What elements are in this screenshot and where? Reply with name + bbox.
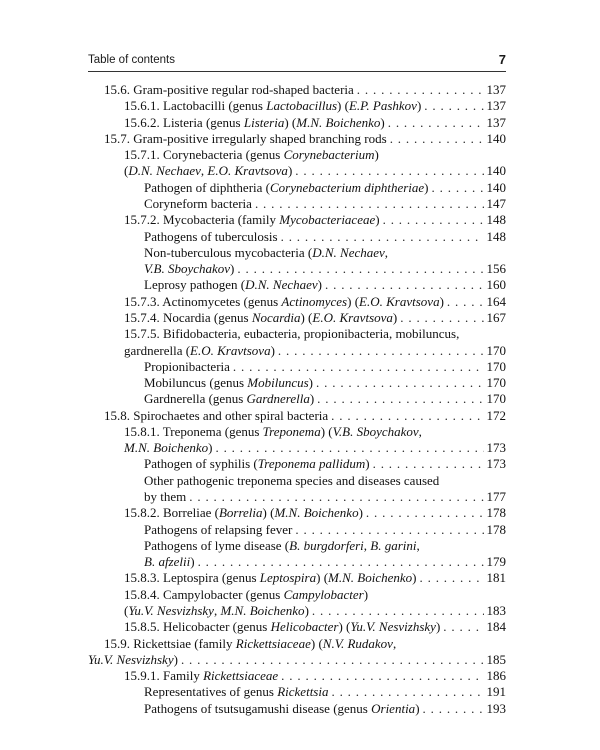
toc-entry-title: 15.7.2. Mycobacteria (family Mycobacteriaceae) bbox=[124, 212, 380, 228]
toc-entry-page: 178 bbox=[486, 521, 506, 537]
toc-dot-leader bbox=[388, 115, 484, 131]
toc-entry-title: Representatives of genus Rickettsia bbox=[144, 684, 329, 700]
toc-entry bbox=[124, 424, 506, 440]
toc-entry-page: 140 bbox=[486, 179, 506, 195]
toc-entry-title: M.N. Boichenko) bbox=[124, 440, 213, 456]
toc-entry-page: 137 bbox=[486, 114, 506, 130]
toc-entry-title: Mobiluncus (genus Mobiluncus) bbox=[144, 375, 314, 390]
toc-entry-title: Pathogen of syphilis (Treponema pallidum) bbox=[144, 456, 370, 472]
toc-entry bbox=[144, 261, 506, 277]
toc-dot-leader bbox=[278, 343, 484, 359]
toc-entry bbox=[124, 505, 506, 521]
toc-entry-title: 15.6.1. Lactobacilli (genus Lactobacillus) (E.P. Pashkov) bbox=[124, 98, 422, 114]
toc-dot-leader bbox=[331, 684, 483, 700]
toc-entry bbox=[144, 538, 506, 554]
toc-entry-title: Non-tuberculous mycobacteria (D.N. Nechaev, bbox=[144, 244, 389, 260]
toc-entry-page: 160 bbox=[486, 277, 506, 293]
toc-entry-page: 147 bbox=[486, 196, 506, 211]
toc-entry bbox=[124, 147, 506, 163]
toc-entry bbox=[124, 115, 506, 131]
running-head-title: Table of contents bbox=[88, 54, 175, 66]
toc-entry-page: 148 bbox=[486, 212, 506, 228]
toc-entry-page: 191 bbox=[486, 684, 506, 700]
toc-entry bbox=[124, 326, 506, 342]
toc-entry-title: 15.7. Gram-positive irregularly shaped branching rods bbox=[104, 130, 387, 146]
toc-entry-page: 170 bbox=[486, 375, 506, 390]
toc-entry bbox=[124, 310, 506, 326]
toc-entry-title: Leprosy pathogen (D.N. Nechaev) bbox=[144, 277, 322, 293]
toc-entry bbox=[124, 603, 506, 619]
toc-entry bbox=[144, 522, 506, 538]
toc-dot-leader bbox=[443, 619, 483, 635]
toc-entry bbox=[144, 229, 506, 245]
toc-entry bbox=[144, 391, 506, 407]
toc-dot-leader bbox=[181, 652, 484, 668]
toc-entry-page: 170 bbox=[486, 391, 506, 407]
toc-entry bbox=[144, 554, 506, 570]
toc-entry bbox=[144, 473, 506, 489]
toc-entry bbox=[144, 180, 506, 196]
toc-entry bbox=[124, 587, 506, 603]
toc-dot-leader bbox=[295, 522, 483, 538]
toc-entry-page: 193 bbox=[486, 700, 506, 716]
toc-entry-title: 15.6.2. Listeria (genus Listeria) (M.N. Boichenko) bbox=[124, 114, 385, 130]
toc-entry-title: Pathogens of tuberculosis bbox=[144, 228, 278, 244]
toc-entry-page: 137 bbox=[486, 98, 506, 114]
toc-entry-title: Gardnerella (genus Gardnerella) bbox=[144, 391, 315, 407]
toc-dot-leader bbox=[366, 505, 484, 521]
toc-entry bbox=[124, 98, 506, 114]
toc-entry bbox=[144, 245, 506, 261]
toc-entry-page: 156 bbox=[486, 261, 506, 277]
toc-entry-title: 15.8.5. Helicobacter (genus Helicobacter) (Yu.V. Nesvizhsky) bbox=[124, 619, 441, 635]
toc-dot-leader bbox=[357, 82, 484, 98]
toc-entry-title: gardnerella (E.O. Kravtsova) bbox=[124, 342, 275, 358]
toc-entry-title: Coryneform bacteria bbox=[144, 196, 252, 211]
toc-dot-leader bbox=[281, 229, 484, 245]
toc-entry-title: 15.8.2. Borreliae (Borrelia) (M.N. Boichenko) bbox=[124, 505, 363, 521]
running-head bbox=[88, 52, 506, 70]
toc-entry-page: 177 bbox=[486, 489, 506, 504]
toc-entry bbox=[124, 440, 506, 456]
toc-entry-title: Yu.V. Nesvizhsky) bbox=[88, 651, 178, 667]
toc-dot-leader bbox=[281, 668, 483, 684]
toc-entry-title: (D.N. Nechaev, E.O. Kravtsova) bbox=[124, 163, 293, 179]
toc-entry bbox=[124, 343, 506, 359]
toc-entry bbox=[144, 456, 506, 472]
toc-entry bbox=[144, 277, 506, 293]
toc-dot-leader bbox=[424, 98, 483, 114]
toc-entry-title: 15.9. Rickettsiae (family Rickettsiaceae) (N.V. Rudakov, bbox=[104, 635, 397, 651]
toc-dot-leader bbox=[447, 294, 484, 310]
toc-dot-leader bbox=[420, 570, 484, 586]
toc-dot-leader bbox=[400, 310, 483, 326]
toc-entry-title: B. afzelii) bbox=[144, 554, 195, 570]
toc-dot-leader bbox=[432, 180, 484, 196]
toc-entry bbox=[144, 684, 506, 700]
toc-dot-leader bbox=[189, 489, 483, 505]
toc-entry bbox=[104, 131, 506, 147]
toc-dot-leader bbox=[295, 163, 483, 179]
toc-entry bbox=[88, 652, 506, 668]
toc-entry-page: 184 bbox=[486, 619, 506, 635]
toc-entry-page: 170 bbox=[486, 358, 506, 374]
toc-dot-leader bbox=[255, 196, 484, 212]
header-rule bbox=[88, 71, 506, 72]
toc-entry bbox=[144, 359, 506, 375]
toc-entry-title: (Yu.V. Nesvizhsky, M.N. Boichenko) bbox=[124, 603, 309, 618]
toc-dot-leader bbox=[317, 391, 483, 407]
toc-dot-leader bbox=[312, 603, 484, 619]
toc-entry-page: 140 bbox=[486, 130, 506, 146]
toc-entry-page: 179 bbox=[486, 554, 506, 570]
toc-entry bbox=[144, 375, 506, 391]
toc-entry-page: 172 bbox=[486, 407, 506, 423]
toc-entry-page: 173 bbox=[486, 456, 506, 472]
toc-entry-title: 15.7.1. Corynebacteria (genus Corynebacterium) bbox=[124, 147, 379, 163]
toc-entry bbox=[144, 701, 506, 717]
toc-dot-leader bbox=[198, 554, 484, 570]
toc-entry-title: 15.6. Gram-positive regular rod-shaped bacteria bbox=[104, 82, 354, 97]
toc-entry-title: Pathogens of relapsing fever bbox=[144, 521, 293, 537]
toc-entry bbox=[104, 82, 506, 98]
toc-entry-page: 140 bbox=[486, 163, 506, 179]
toc-dot-leader bbox=[233, 359, 484, 375]
toc-entry-page: 164 bbox=[486, 293, 506, 309]
toc-entry bbox=[124, 668, 506, 684]
toc-entry-title: Other pathogenic treponema species and diseases caused bbox=[144, 472, 440, 488]
toc-dot-leader bbox=[325, 277, 484, 293]
toc-entry-title: Pathogens of tsutsugamushi disease (genus Orientia) bbox=[144, 700, 420, 716]
toc-dot-leader bbox=[383, 212, 484, 228]
toc-dot-leader bbox=[237, 261, 483, 277]
toc-entry-title: 15.7.3. Actinomycetes (genus Actinomyces) (E.O. Kravtsova) bbox=[124, 293, 444, 309]
page-number: 7 bbox=[498, 52, 506, 67]
toc-entry bbox=[124, 163, 506, 179]
toc-entry-title: Pathogen of diphtheria (Corynebacterium diphtheriae) bbox=[144, 179, 429, 195]
toc-dot-leader bbox=[316, 375, 483, 391]
toc-entry-title: 15.8.3. Leptospira (genus Leptospira) (M.N. Boichenko) bbox=[124, 570, 417, 586]
toc-entry-page: 185 bbox=[486, 651, 506, 667]
toc-entry-page: 170 bbox=[486, 342, 506, 358]
toc-entry-title: 15.7.5. Bifidobacteria, eubacteria, propionibacteria, mobiluncus, bbox=[124, 326, 460, 342]
toc-entry-title: V.B. Sboychakov) bbox=[144, 261, 235, 277]
toc-entry-title: Pathogens of lyme disease (B. burgdorferi, B. garini, bbox=[144, 537, 420, 553]
toc-entry bbox=[124, 570, 506, 586]
toc-entry-title: 15.8.1. Treponema (genus Treponema) (V.B. Sboychakov, bbox=[124, 423, 422, 439]
toc-entry-title: 15.7.4. Nocardia (genus Nocardia) (E.O. Kravtsova) bbox=[124, 309, 398, 325]
toc-entry bbox=[104, 408, 506, 424]
toc-entry-page: 148 bbox=[486, 228, 506, 244]
toc-entry-title: 15.8.4. Campylobacter (genus Campylobacter) bbox=[124, 586, 369, 602]
toc-dot-leader bbox=[331, 408, 483, 424]
toc-entry bbox=[124, 619, 506, 635]
toc-entry-page: 186 bbox=[486, 668, 506, 684]
toc-dot-leader bbox=[423, 701, 484, 717]
toc-dot-leader bbox=[390, 131, 484, 147]
toc-entry-title: Propionibacteria bbox=[144, 358, 230, 374]
toc-entry bbox=[124, 294, 506, 310]
toc-entry bbox=[104, 636, 506, 652]
toc-entry bbox=[144, 196, 506, 212]
toc-dot-leader bbox=[373, 456, 484, 472]
toc-entry-page: 173 bbox=[486, 440, 506, 456]
toc-entry-title: by them bbox=[144, 489, 187, 504]
toc-entry-title: 15.8. Spirochaetes and other spiral bacteria bbox=[104, 407, 329, 423]
toc-entry-page: 181 bbox=[486, 570, 506, 586]
toc-entry-page: 183 bbox=[486, 603, 506, 618]
toc-entry-title: 15.9.1. Family Rickettsiaceae bbox=[124, 668, 279, 684]
toc-entry-page: 178 bbox=[486, 505, 506, 521]
toc-entry-page: 137 bbox=[486, 82, 506, 97]
toc-entry-page: 167 bbox=[486, 309, 506, 325]
toc-entry bbox=[144, 489, 506, 505]
toc-entry bbox=[124, 212, 506, 228]
toc-dot-leader bbox=[215, 440, 483, 456]
